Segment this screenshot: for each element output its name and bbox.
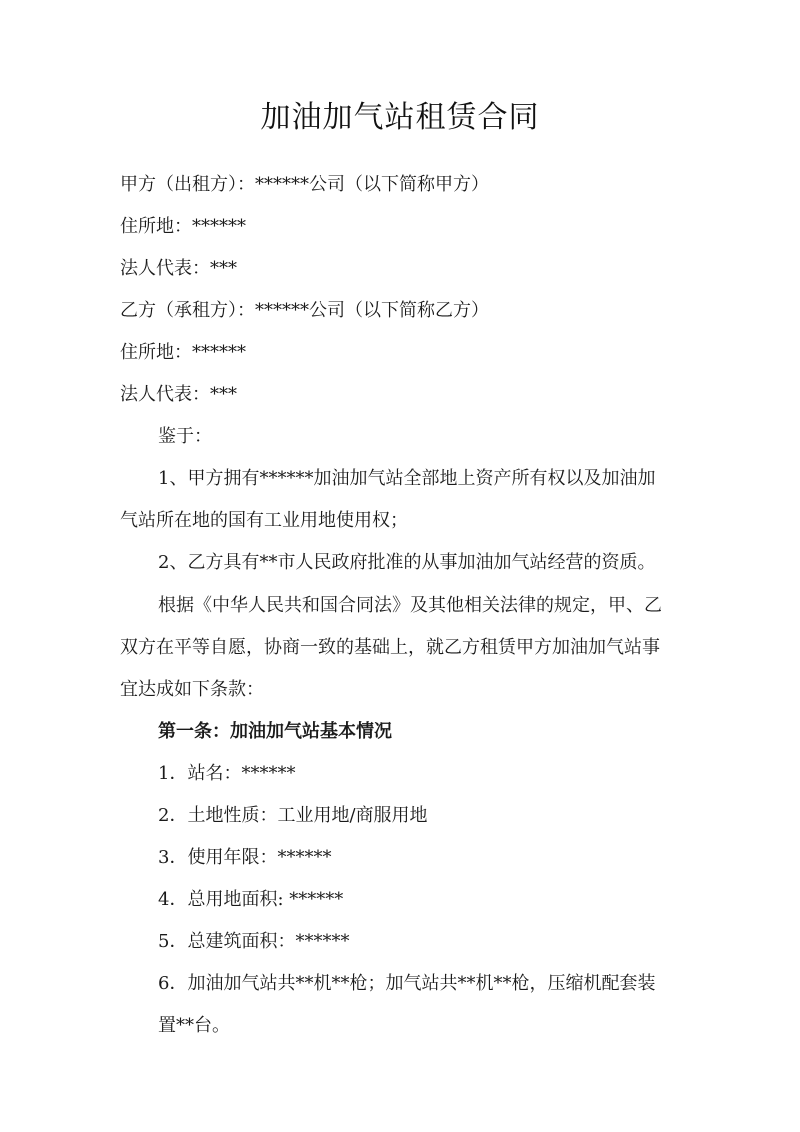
basis-line-2: 双方在平等自愿，协商一致的基础上，就乙方租赁甲方加油加气站事	[120, 637, 660, 658]
party-a-address: 住所地：******	[120, 216, 246, 237]
recital-1-line-1: 1、甲方拥有******加油加气站全部地上资产所有权以及加油加	[158, 468, 656, 489]
article-1-item-2: 2．土地性质：工业用地/商服用地	[158, 805, 428, 826]
article-1-item-6-line-2: 置**台。	[158, 1015, 230, 1036]
article-1-item-5: 5．总建筑面积：******	[158, 931, 350, 952]
recital-1-line-2: 气站所在地的国有工业用地使用权；	[120, 510, 408, 531]
party-a-representative: 法人代表：***	[120, 258, 237, 279]
article-1-heading: 第一条：加油加气站基本情况	[158, 721, 392, 742]
article-1-item-3: 3．使用年限：******	[158, 847, 332, 868]
article-1-item-1: 1．站名：******	[158, 763, 296, 784]
party-b-label: 乙方（承租方）：******公司（以下简称乙方）	[120, 300, 489, 321]
document-title: 加油加气站租赁合同	[260, 100, 540, 135]
party-b-representative: 法人代表：***	[120, 384, 237, 405]
article-1-item-6-line-1: 6．加油加气站共**机**枪；加气站共**机**枪，压缩机配套装	[158, 973, 656, 994]
basis-line-1: 根据《中华人民共和国合同法》及其他相关法律的规定，甲、乙	[158, 595, 662, 616]
basis-line-3: 宜达成如下条款：	[120, 679, 264, 700]
recital-2-line-1: 2、乙方具有**市人民政府批准的从事加油加气站经营的资质。	[158, 552, 656, 573]
whereas-heading: 鉴于：	[158, 426, 212, 447]
party-a-label: 甲方（出租方）：******公司（以下简称甲方）	[120, 174, 489, 195]
article-1-item-4: 4．总用地面积: ******	[158, 889, 344, 910]
party-b-address: 住所地：******	[120, 342, 246, 363]
